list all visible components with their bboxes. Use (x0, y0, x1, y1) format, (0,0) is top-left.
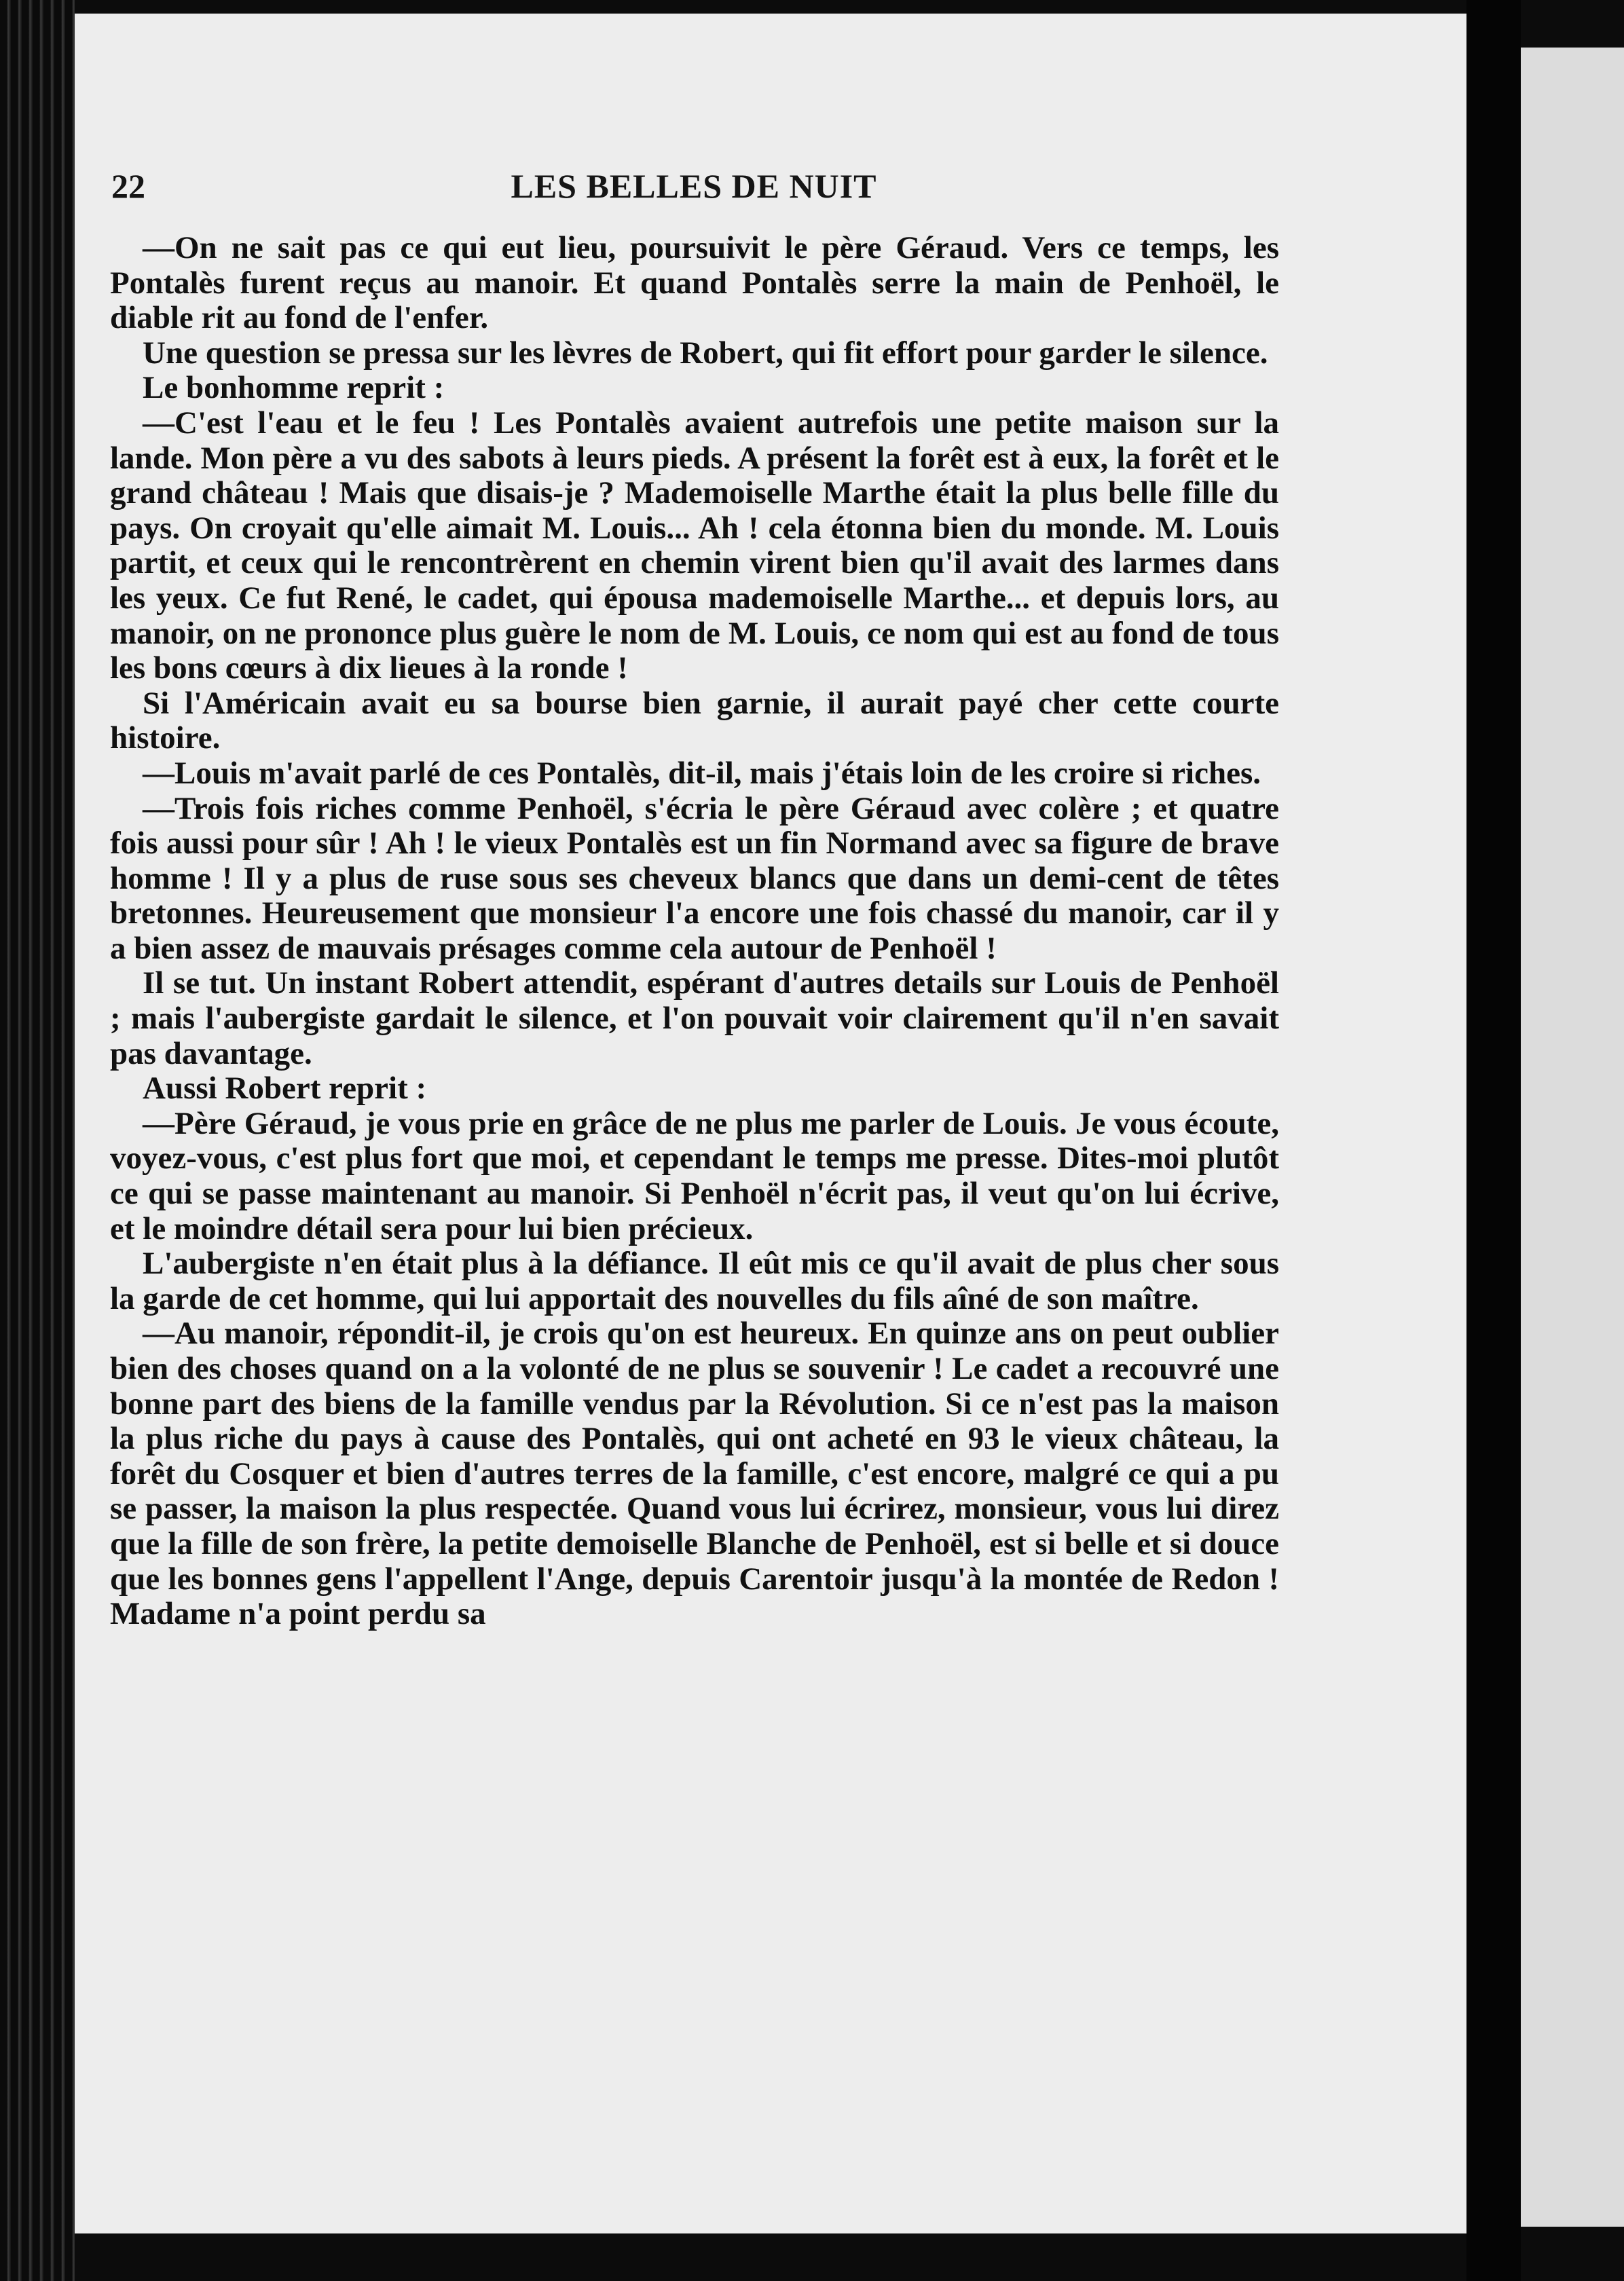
running-title: LES BELLES DE NUIT (511, 167, 877, 205)
paragraph: —Trois fois riches comme Penhoël, s'écria le père Géraud avec colère ; et quatre fois aussi pour sûr ! Ah ! le vieux Pontalès est un fin Normand avec sa figure de brave homme ! Il y a plus de ruse sous ses cheveux blancs que dans un demi-cent de têtes bretonnes. Heureusement que monsieur l'a encore une fois chassé du manoir, car il y a bien assez de mauvais présages comme cela autour de Penhoël ! (110, 790, 1279, 966)
paragraph: Une question se pressa sur les lèvres de Robert, qui fit effort pour garder le silence. (143, 335, 1268, 371)
paragraph: —C'est l'eau et le feu ! Les Pontalès avaient autrefois une petite maison sur la lande. Mon père a vu des sabots à leurs pieds. A présent la forêt est à eux, la forêt et le grand château ! Mais que disais-je ? Mademoiselle Marthe était la plus belle fille du pays. On croyait qu'elle aimait M. Louis... Ah ! cela étonna bien du monde. M. Louis partit, et ceux qui le rencontrèrent en chemin virent bien qu'il avait des larmes dans les yeux. Ce fut René, le cadet, qui épousa mademoiselle Marthe... et depuis lors, au manoir, on ne prononce plus guère le nom de M. Louis, ce nom qui est au fond de tous les bons cœurs à dix lieues à la ronde ! (110, 405, 1279, 686)
paragraph: Aussi Robert reprit : (143, 1071, 427, 1107)
page-number: 22 (111, 167, 145, 205)
running-head (111, 166, 1276, 214)
paragraph: Le bonhomme reprit : (143, 370, 445, 406)
book-gutter (1466, 0, 1521, 2281)
paragraph: —Louis m'avait parlé de ces Pontalès, dit-il, mais j'étais loin de les croire si riches. (143, 755, 1261, 791)
facing-page-edge (1521, 48, 1624, 2227)
paragraph: Il se tut. Un instant Robert attendit, espérant d'autres details sur Louis de Penhoël ; mais l'aubergiste gardait le silence, et l'on pouvait voir clairement qu'il n'en savait pas davantage. (110, 965, 1279, 1071)
paragraph: —On ne sait pas ce qui eut lieu, poursuivit le père Géraud. Vers ce temps, les Pontalès furent reçus au manoir. Et quand Pontalès serre la main de Penhoël, le diable rit au fond de l'enfer. (110, 230, 1279, 336)
text-body (110, 231, 1279, 1632)
paragraph: —Père Géraud, je vous prie en grâce de ne plus me parler de Louis. Je vous écoute, voyez-vous, c'est plus fort que moi, et cependant le temps me presse. Dites-moi plutôt ce qui se passe maintenant au manoir. Si Penhoël n'écrit pas, il veut qu'on lui écrive, et le moindre détail sera pour lui bien précieux. (110, 1105, 1279, 1246)
page-stack-edges (0, 0, 75, 2281)
paragraph: Si l'Américain avait eu sa bourse bien garnie, il aurait payé cher cette courte histoire. (110, 685, 1279, 756)
paragraph: —Au manoir, répondit-il, je crois qu'on est heureux. En quinze ans on peut oublier bien des choses quand on a la volonté de ne plus se souvenir ! Le cadet a recouvré une bonne part des biens de la famille vendus par la Révolution. Si ce n'est pas la maison la plus riche du pays à cause des Pontalès, qui ont acheté en 93 le vieux château, la forêt du Cosquer et bien d'autres terres de la famille, c'est encore, malgré ce qui a pu se passer, la maison la plus respectée. Quand vous lui écrirez, monsieur, vous lui direz que la fille de son frère, la petite demoiselle Blanche de Penhoël, est si belle et si douce que les bonnes gens l'appellent l'Ange, depuis Carentoir jusqu'à la montée de Redon ! Madame n'a point perdu sa (110, 1316, 1279, 1632)
paragraph: L'aubergiste n'en était plus à la défiance. Il eût mis ce qu'il avait de plus cher sous la garde de cet homme, qui lui apportait des nouvelles du fils aîné de son maître. (110, 1246, 1279, 1316)
